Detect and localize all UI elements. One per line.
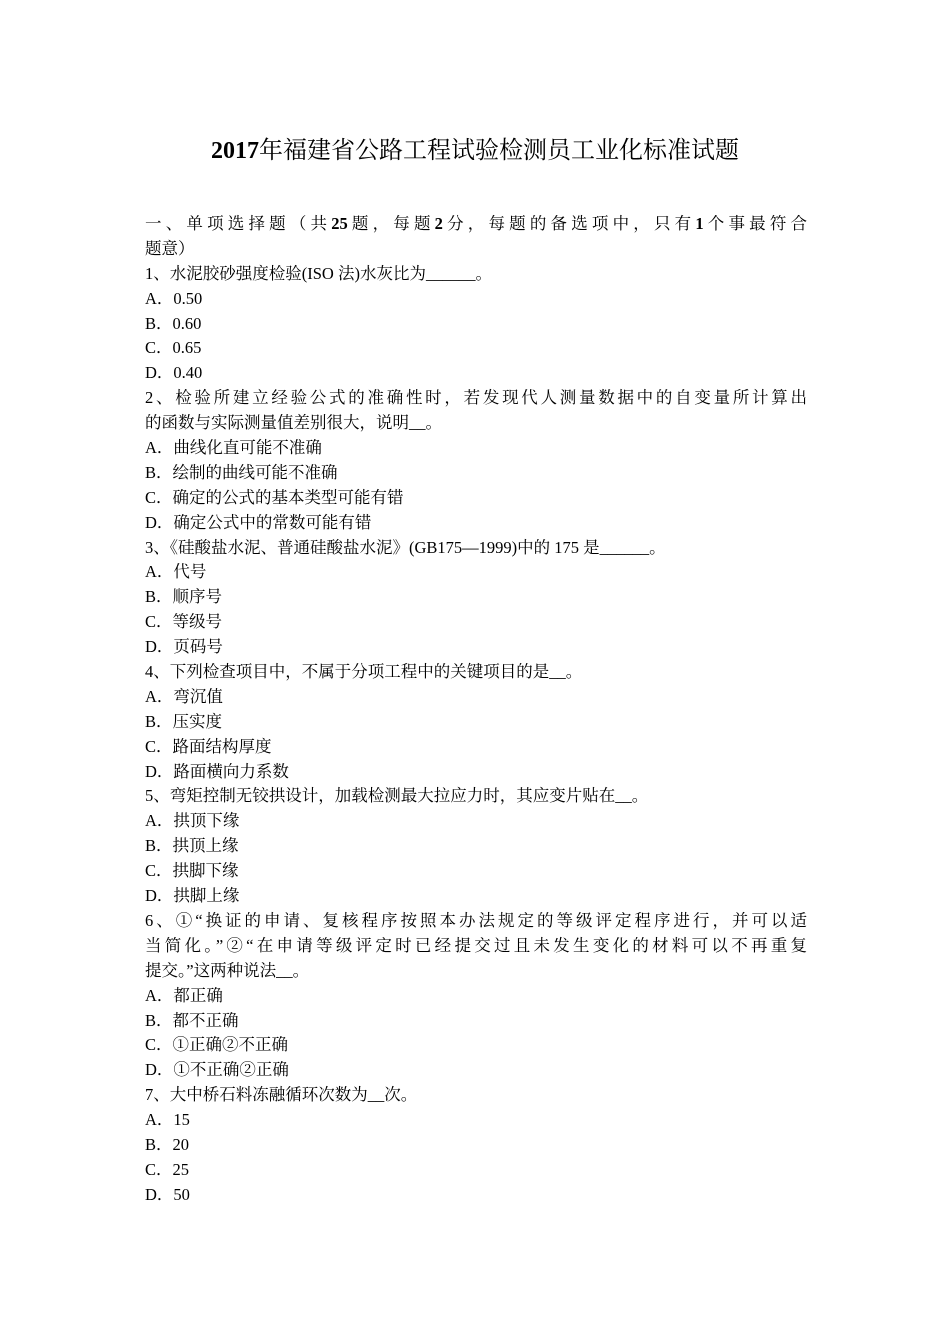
question-item bbox=[145, 784, 807, 908]
question-stem: 当简化。”②“在申请等级评定时已经提交过且未发生变化的材料可以不再重复 bbox=[145, 935, 807, 955]
answer-option: B．0.60 bbox=[145, 313, 202, 333]
answer-option: C．25 bbox=[145, 1159, 190, 1179]
question-item bbox=[145, 536, 807, 660]
answer-option: D．确定公式中的常数可能有错 bbox=[145, 512, 372, 532]
answer-option: D．50 bbox=[145, 1184, 190, 1204]
question-item bbox=[145, 909, 807, 1083]
answer-option: A．都正确 bbox=[145, 985, 223, 1005]
question-item bbox=[145, 660, 807, 784]
answer-option: B．绘制的曲线可能不准确 bbox=[145, 462, 338, 482]
page-title bbox=[0, 133, 950, 168]
answer-option: C．①正确②不正确 bbox=[145, 1035, 289, 1055]
section-heading-line-1 bbox=[145, 212, 807, 237]
section-heading-text: 分，每题的备选项中，只有 bbox=[442, 214, 696, 233]
answer-option: D．页码号 bbox=[145, 637, 223, 657]
section-heading-line-2: 题意） bbox=[145, 238, 195, 258]
answer-option: D．路面横向力系数 bbox=[145, 761, 289, 781]
question-item bbox=[145, 386, 807, 535]
answer-option: B．压实度 bbox=[145, 711, 223, 731]
answer-option: C．路面结构厚度 bbox=[145, 736, 272, 756]
document-body bbox=[145, 212, 807, 1208]
question-count: 25 bbox=[331, 214, 348, 233]
title-year: 2017 bbox=[211, 138, 259, 164]
question-stem: 3、《硅酸盐水泥、普通硅酸盐水泥》(GB175—1999)中的 175 是______。 bbox=[145, 537, 666, 557]
title-text: 年福建省公路工程试验检测员工业化标准试题 bbox=[259, 136, 739, 164]
correct-option-count: 1 bbox=[695, 214, 704, 233]
answer-option: B．顺序号 bbox=[145, 587, 223, 607]
answer-option: C．0.65 bbox=[145, 338, 202, 358]
question-stem: 提交。”这两种说法__。 bbox=[145, 960, 310, 980]
section-heading-text: 一、单项选择题（共 bbox=[145, 214, 332, 233]
question-stem: 6、①“换证的申请、复核程序按照本办法规定的等级评定程序进行，并可以适 bbox=[145, 910, 807, 930]
answer-option: D．①不正确②正确 bbox=[145, 1060, 289, 1080]
answer-option: B．20 bbox=[145, 1134, 190, 1154]
points-per-question: 2 bbox=[434, 214, 443, 233]
question-stem: 1、水泥胶砂强度检验(ISO 法)水灰比为______。 bbox=[145, 263, 492, 283]
answer-option: D．拱脚上缘 bbox=[145, 886, 240, 906]
question-stem: 2、检验所建立经验公式的准确性时，若发现代人测量数据中的自变量所计算出 bbox=[145, 388, 807, 408]
section-heading-text: 个事最符合 bbox=[703, 214, 807, 233]
section-heading-text: 题，每题 bbox=[347, 214, 435, 233]
answer-option: A．代号 bbox=[145, 562, 207, 582]
question-stem: 5、弯矩控制无铰拱设计，加载检测最大拉应力时，其应变片贴在__。 bbox=[145, 786, 649, 806]
answer-option: A．曲线化直可能不准确 bbox=[145, 438, 322, 458]
answer-option: A．拱顶下缘 bbox=[145, 811, 240, 831]
answer-option: B．都不正确 bbox=[145, 1010, 239, 1030]
answer-option: B．拱顶上缘 bbox=[145, 836, 239, 856]
answer-option: D．0.40 bbox=[145, 363, 203, 383]
answer-option: C．拱脚下缘 bbox=[145, 861, 239, 881]
question-item bbox=[145, 262, 807, 386]
answer-option: C．确定的公式的基本类型可能有错 bbox=[145, 487, 404, 507]
answer-option: A．弯沉值 bbox=[145, 686, 223, 706]
answer-option: A．15 bbox=[145, 1110, 190, 1130]
answer-option: A．0.50 bbox=[145, 288, 203, 308]
question-stem: 7、大中桥石料冻融循环次数为__次。 bbox=[145, 1085, 418, 1105]
question-stem: 4、下列检查项目中，不属于分项工程中的关键项目的是__。 bbox=[145, 662, 583, 682]
answer-option: C．等级号 bbox=[145, 612, 223, 632]
question-item bbox=[145, 1083, 807, 1207]
question-stem: 的函数与实际测量值差别很大，说明__。 bbox=[145, 413, 442, 433]
question-list bbox=[145, 262, 807, 1208]
